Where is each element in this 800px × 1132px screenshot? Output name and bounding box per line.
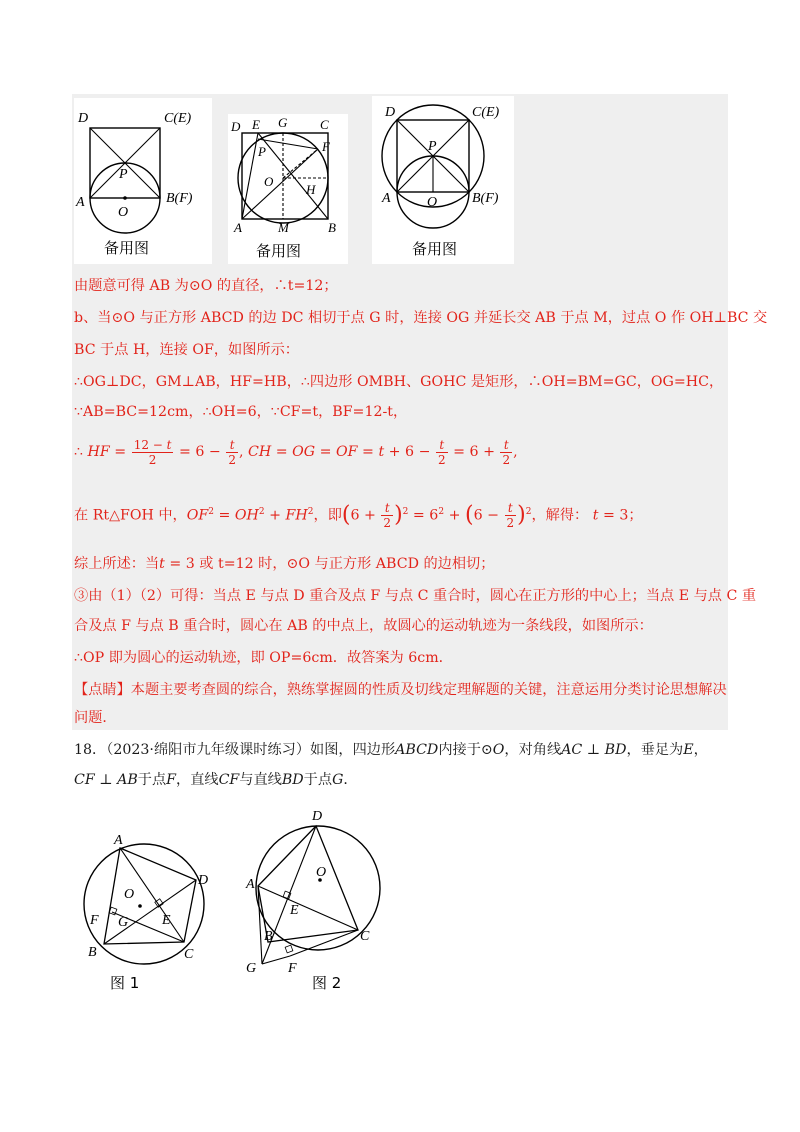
fig3-caption: 备用图: [412, 240, 458, 258]
fig3-label-P: P: [428, 139, 437, 154]
q-fig2-label-B: B: [264, 929, 273, 944]
backup-figure-3: [372, 96, 514, 264]
fig3-label-O: O: [427, 195, 438, 210]
solution-line-6: ∴ HF = $\frac{12 - t}{2}$ = 6 − $\frac{t}{2}$ , CH = OG = OF = t + 6 − $\frac{t}{2}$ = 6 + $\frac{t}{2}$ ,: [74, 437, 518, 467]
fig1-label-A: A: [76, 195, 85, 210]
solution-line-11: ∴OP 即为圆心的运动轨迹，即 OP=6cm．故答案为 6cm．: [74, 650, 453, 666]
q-fig1-label-C: C: [184, 947, 194, 962]
fig2-label-E: E: [252, 117, 260, 132]
fig3-label-B: B(F): [472, 191, 499, 206]
solution-line-2: b、当⊙O 与正方形 ABCD 的边 DC 相切于点 G 时，连接 OG 并延长交 AB 于点 M，过点 O 作 OH⊥BC 交: [74, 310, 768, 326]
fig3-label-C: C(E): [472, 105, 500, 120]
i-e-text: ，即: [313, 507, 342, 524]
question-18-line-1: 18．（2023·绵阳市九年级课时练习）如图，四边形ABCD内接于⊙O，对角线AC ⊥ BD，垂足为E，: [74, 742, 708, 758]
question-figure-1: [78, 826, 222, 998]
q-fig1-label-B: B: [88, 945, 97, 960]
fig2-label-C: C: [320, 117, 329, 132]
summary-text-2: 或 t=12 时，⊙O 与正方形 ABCD 的边相切；: [199, 556, 495, 572]
fig1-label-C: C(E): [164, 111, 192, 126]
solution-line-5: ∵AB=BC=12cm，∴OH=6，∵CF=t，BF=12-t，: [74, 404, 408, 420]
q-fig2-label-D: D: [312, 809, 323, 824]
q-fig1-label-O: O: [124, 887, 135, 902]
q-fig1-label-F: F: [90, 913, 99, 928]
q-fig2-label-F: F: [288, 961, 297, 976]
solution-line-7: 在 Rt△FOH 中，$OF^2 = OH^2 + FH^2$，即(6 + $\frac{t}{2}$ )$^2 = 6^2 + (6$ − $\frac{t}{2}$ )$^2$，解得： t = 3；: [74, 501, 643, 531]
solution-line-8: 综上所述：当t = 3 或 t=12 时，⊙O 与正方形 ABCD 的边相切；: [74, 556, 495, 572]
solution-line-3: BC 于点 H，连接 OF，如图所示：: [74, 342, 299, 358]
q-fig2-label-C: C: [360, 929, 370, 944]
fig2-label-F: F: [322, 139, 330, 154]
q-fig1-label-E: E: [162, 913, 171, 928]
solve-text: ，解得：: [531, 507, 589, 524]
solution-line-13: 问题．: [74, 710, 117, 726]
q-fig2-label-O: O: [316, 865, 327, 880]
q-fig2-label-E: E: [290, 903, 299, 918]
question-18-line-2: CF ⊥ AB于点F，直线CF与直线BD于点G．: [74, 772, 358, 788]
fig2-label-B: B: [328, 220, 336, 235]
fig2-label-D: D: [231, 119, 241, 134]
q-fig2-label-G: G: [246, 961, 257, 976]
fig2-label-O: O: [264, 174, 274, 189]
rt-triangle-text: 在 Rt△FOH 中，: [74, 507, 187, 524]
q-fig1-label-A: A: [114, 833, 123, 848]
q-fig2-caption: 图 2: [312, 974, 342, 992]
solution-line-4: ∴OG⊥DC，GM⊥AB，HF=HB，∴四边形 OMBH、GOHC 是矩形，∴OH=BM=GC，OG=HC，: [74, 374, 724, 390]
q-fig1-caption: 图 1: [110, 974, 140, 992]
therefore-symbol: ∴: [74, 444, 84, 460]
backup-figure-2: [228, 114, 348, 264]
fig2-label-H: H: [306, 182, 316, 197]
q-fig1-label-D: D: [198, 873, 209, 888]
fig3-label-D: D: [385, 105, 396, 120]
fig1-label-O: O: [118, 205, 129, 220]
fig2-caption: 备用图: [256, 242, 302, 260]
summary-text: 综上所述：当: [74, 556, 160, 572]
fig1-label-P: P: [119, 167, 128, 182]
question-figure-2: [240, 806, 386, 994]
solution-line-12: 【点睛】本题主要考查圆的综合，熟练掌握圆的性质及切线定理解题的关键，注意运用分类讨论思想解决: [74, 682, 727, 698]
solution-line-9: ③由（1）（2）可得：当点 E 与点 D 重合及点 F 与点 C 重合时，圆心在正方形的中心上；当点 E 与点 C 重: [74, 588, 757, 604]
fig2-label-P: P: [258, 144, 266, 159]
fig1-label-B: B(F): [166, 191, 193, 206]
fig2-label-A: A: [234, 220, 242, 235]
fig1-label-D: D: [78, 111, 89, 126]
q-fig2-label-A: A: [246, 877, 255, 892]
q-fig1-label-G: G: [118, 915, 129, 930]
fig2-label-M: M: [278, 220, 289, 235]
fig1-caption: 备用图: [104, 239, 150, 257]
fig2-label-G: G: [278, 115, 288, 130]
fig3-label-A: A: [382, 191, 391, 206]
solution-line-1: 由题意可得 AB 为⊙O 的直径，∴t=12；: [74, 278, 338, 294]
backup-figure-1: [74, 98, 212, 264]
solution-line-10: 合及点 F 与点 B 重合时，圆心在 AB 的中点上，故圆心的运动轨迹为一条线段，如图所示：: [74, 618, 653, 634]
